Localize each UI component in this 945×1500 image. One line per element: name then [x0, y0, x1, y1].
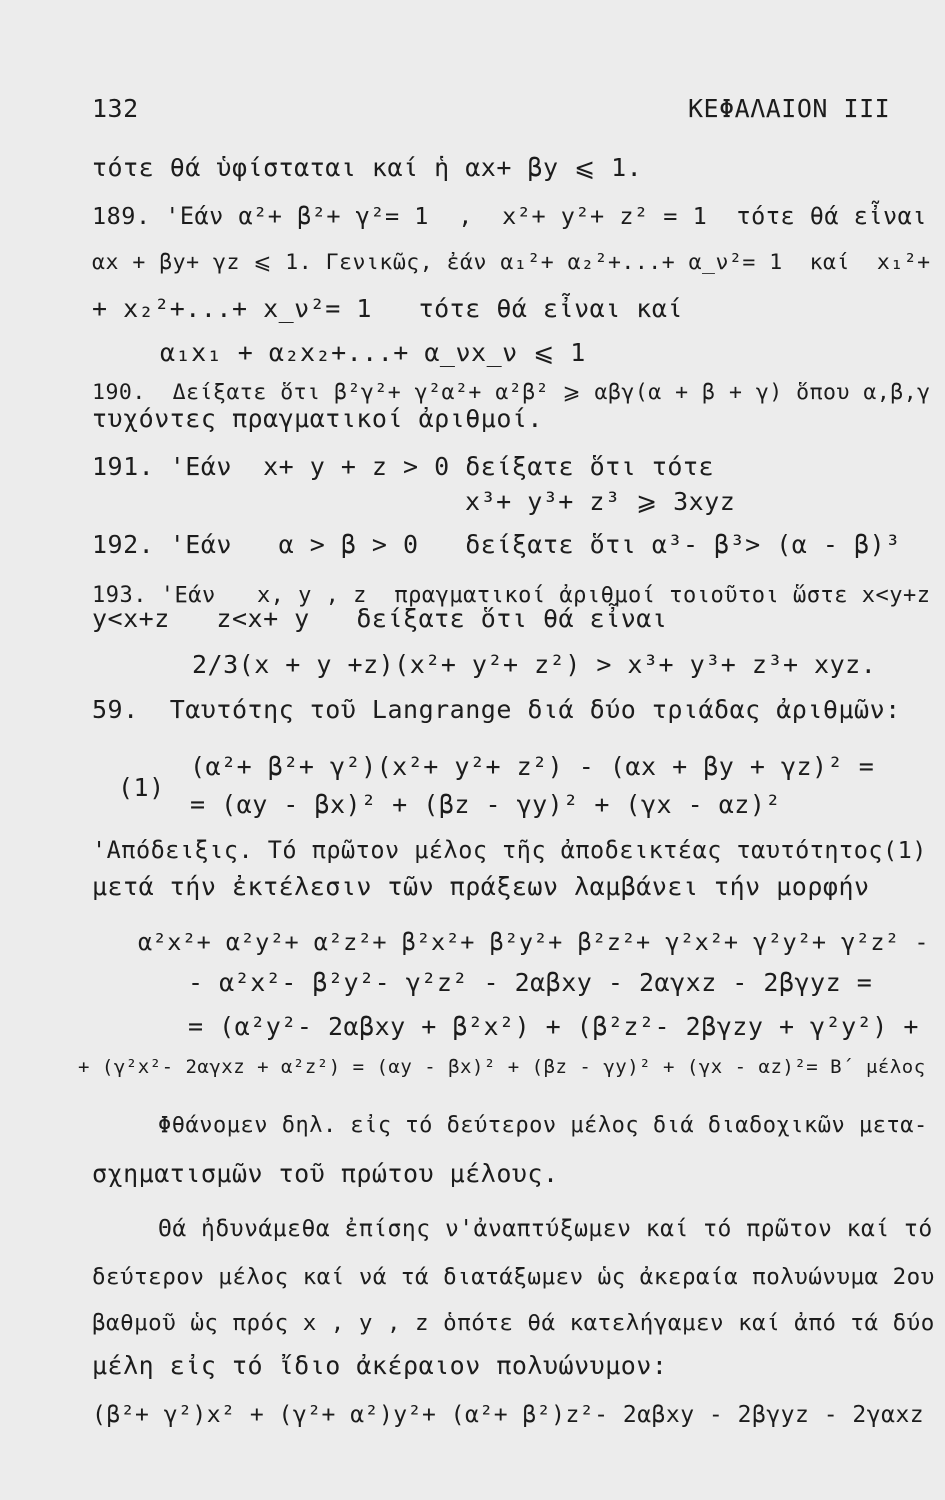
- paragraph-2-line-1: Θά ἠδυνάμεθα ἐπίσης ν'ἀναπτύξωμεν καί τό πρῶτον καί τό: [158, 1216, 933, 1242]
- proof-line-1: 'Απόδειξις. Τό πρῶτον μέλος τῆς ἀποδεικτέας ταυτότητος(1): [92, 836, 927, 864]
- expansion-line-4: + (γ²x²- 2αγxz + α²z²) = (αy - βx)² + (βz - γy)² + (γx - αz)²= Β΄ μέλος: [78, 1056, 926, 1078]
- expansion-line-2: - α²x²- β²y²- γ²z² - 2αβxy - 2αγxz - 2βγyz =: [188, 968, 873, 997]
- paragraph-1-line-1: Φθάνομεν δηλ. εἰς τό δεύτερον μέλος διά διαδοχικῶν μετα-: [158, 1113, 928, 1138]
- paragraph-2-line-2: δεύτερον μέλος καί νά τά διατάξωμεν ὡς ἀκεραία πολυώνυμα 2ου: [92, 1264, 935, 1290]
- identity-line-2: = (αy - βx)² + (βz - γy)² + (γx - αz)²: [190, 790, 781, 819]
- equation-2: x³+ y³+ z³ ⩾ 3xyz: [465, 487, 736, 516]
- page-number: 132: [92, 94, 139, 123]
- section-59-title: 59. Ταυτότης τοῦ Langrange διά δύο τριάδας ἀριθμῶν:: [92, 695, 901, 724]
- identity-line-1: (α²+ β²+ γ²)(x²+ y²+ z²) - (αx + βy + γz)² =: [190, 752, 875, 781]
- text-line-7: τυχόντες πραγματικοί ἀριθμοί.: [92, 404, 543, 433]
- equation-1: α₁x₁ + α₂x₂+...+ α_νx_ν ⩽ 1: [160, 338, 586, 367]
- expansion-line-3: = (α²y²- 2αβxy + β²x²) + (β²z²- 2βγzy + γ²y²) +: [188, 1012, 919, 1041]
- paragraph-2-line-3: βαθμοῦ ὡς πρός x , y , z ὁπότε θά κατελήγαμεν καί ἀπό τά δύο: [92, 1310, 935, 1336]
- equation-3: 2/3(x + y +z)(x²+ y²+ z²) > x³+ y³+ z³+ xyz.: [192, 650, 877, 679]
- exercise-193: 193. 'Εάν x, y , z πραγματικοί ἀριθμοί τοιοῦτοι ὥστε x<y+z: [92, 583, 931, 608]
- paragraph-2-line-4: μέλη εἰς τό ἴδιο ἀκέραιον πολυώνυμον:: [92, 1351, 668, 1380]
- exercise-192: 192. 'Εάν α > β > 0 δείξατε ὅτι α³- β³> (α - β)³: [92, 530, 901, 559]
- exercise-190: 190. Δείξατε ὅτι β²γ²+ γ²α²+ α²β² ⩾ αβγ(α + β + γ) ὅπου α,β,γ: [92, 380, 931, 405]
- text-line-12: y<x+z z<x+ y δείξατε ὅτι θά εἶναι: [92, 604, 668, 633]
- exercise-189: 189. 'Εάν α²+ β²+ γ²= 1 , x²+ y²+ z² = 1 τότε θά εἶναι: [92, 202, 927, 230]
- expansion-line-1: α²x²+ α²y²+ α²z²+ β²x²+ β²y²+ β²z²+ γ²x²+ γ²y²+ γ²z² -: [138, 928, 930, 956]
- text-line-3: αx + βy+ γz ⩽ 1. Γενικῶς, ἐάν α₁²+ α₂²+...+ α_ν²= 1 καί x₁²+: [92, 250, 931, 275]
- proof-line-2: μετά τήν ἐκτέλεσιν τῶν πράξεων λαμβάνει τήν μορφήν: [92, 872, 870, 901]
- identity-number: (1): [118, 773, 165, 802]
- text-line-4: + x₂²+...+ x_ν²= 1 τότε θά εἶναι καί: [92, 294, 683, 323]
- text-line-1: τότε θά ὑφίσταται καί ἡ αx+ βy ⩽ 1.: [92, 153, 643, 182]
- chapter-heading: ΚΕΦΑΛΑΙΟΝ ΙΙΙ: [688, 94, 891, 123]
- exercise-191: 191. 'Εάν x+ y + z > 0 δείξατε ὅτι τότε: [92, 452, 715, 481]
- final-polynomial: (β²+ γ²)x² + (γ²+ α²)y²+ (α²+ β²)z²- 2αβxy - 2βγyz - 2γαxz: [92, 1402, 925, 1428]
- paragraph-1-line-2: σχηματισμῶν τοῦ πρώτου μέλους.: [92, 1159, 559, 1188]
